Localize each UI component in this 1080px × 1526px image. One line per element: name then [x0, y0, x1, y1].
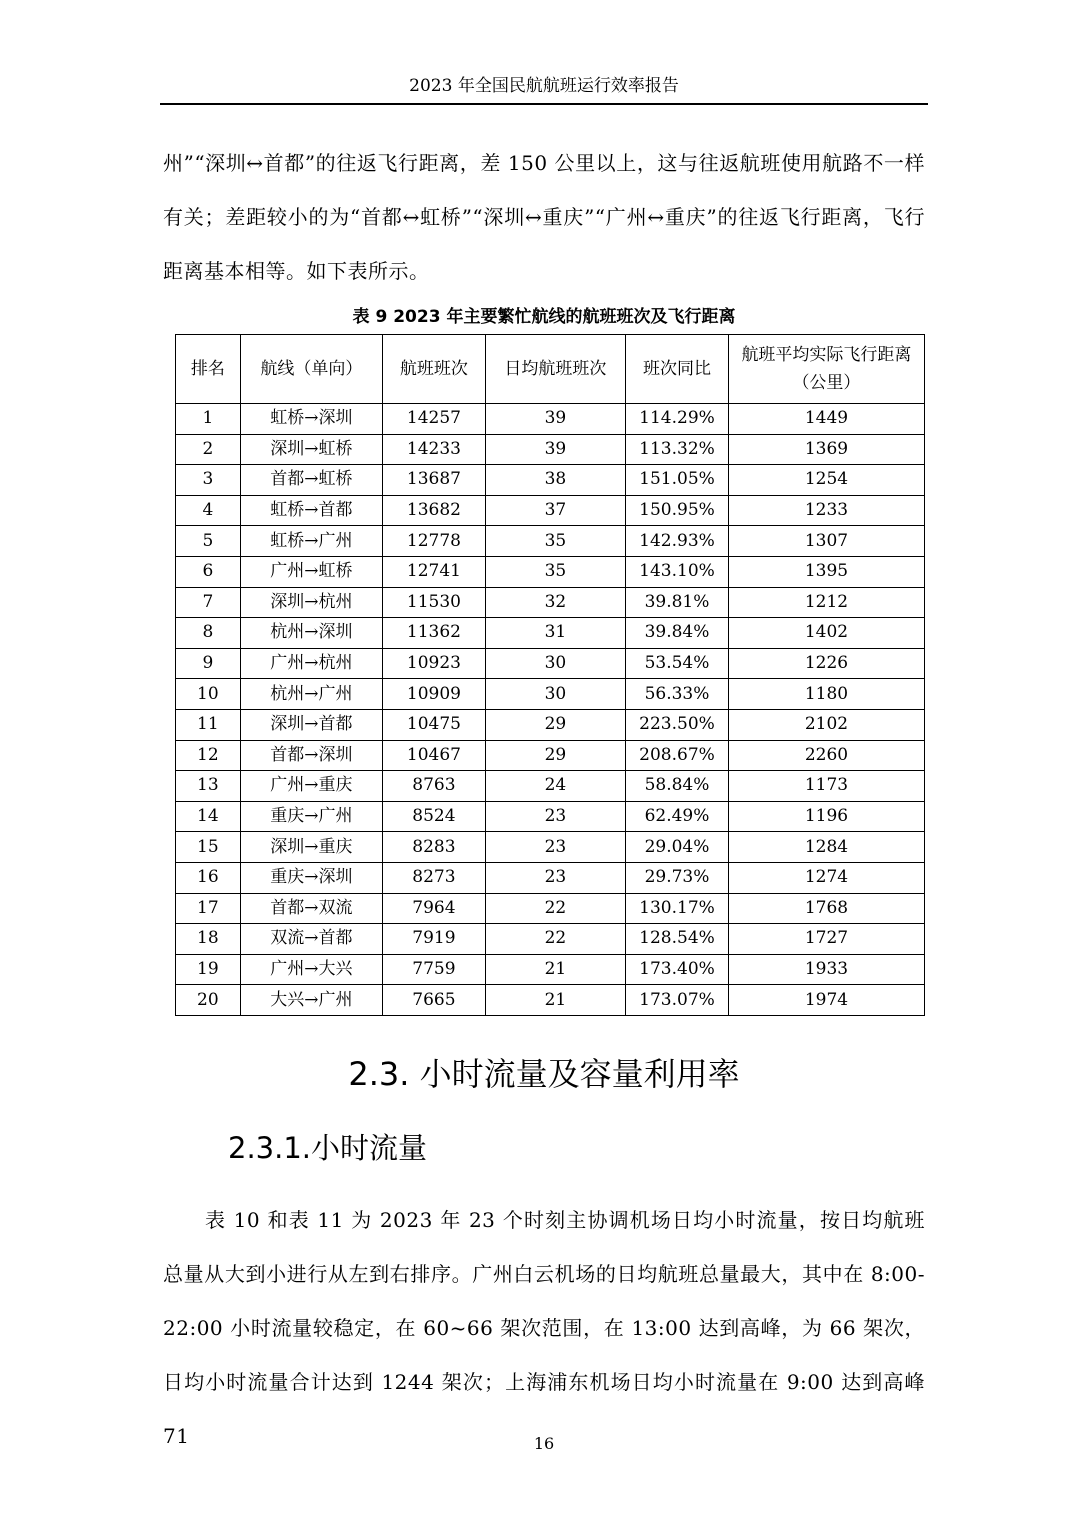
table-row [176, 465, 925, 496]
cell-rank: 6 [176, 556, 241, 587]
cell-flights: 8273 [383, 862, 486, 893]
cell-flights: 12741 [383, 556, 486, 587]
cell-daily-flights: 31 [485, 618, 625, 649]
cell-route: 虹桥→首都 [240, 495, 382, 526]
table-row [176, 893, 925, 924]
cell-rank: 16 [176, 862, 241, 893]
table-row [176, 740, 925, 771]
cell-flights: 13687 [383, 465, 486, 496]
cell-rank: 8 [176, 618, 241, 649]
table-row [176, 434, 925, 465]
cell-route: 首都→双流 [240, 893, 382, 924]
header-distance: 航班平均实际飞行距离（公里） [728, 335, 924, 404]
cell-yoy: 39.84% [626, 618, 729, 649]
cell-daily-flights: 23 [485, 801, 625, 832]
cell-daily-flights: 38 [485, 465, 625, 496]
table-row [176, 709, 925, 740]
table-row [176, 954, 925, 985]
table-row [176, 924, 925, 955]
paragraph-intro: 州”“深圳↔首都”的往返飞行距离，差 150 公里以上，这与往返航班使用航路不一样有关；差距较小的为“首都↔虹桥”“深圳↔重庆”“广州↔重庆”的往返飞行距离，飞行距离基本相等。如下表所示。 [163, 151, 925, 283]
cell-flights: 7919 [383, 924, 486, 955]
cell-distance: 1449 [728, 404, 924, 435]
cell-daily-flights: 35 [485, 526, 625, 557]
cell-daily-flights: 22 [485, 893, 625, 924]
cell-daily-flights: 30 [485, 648, 625, 679]
cell-distance: 1402 [728, 618, 924, 649]
cell-distance: 1173 [728, 771, 924, 802]
cell-route: 杭州→广州 [240, 679, 382, 710]
cell-daily-flights: 21 [485, 954, 625, 985]
header-daily-flights: 日均航班班次 [485, 335, 625, 404]
cell-daily-flights: 39 [485, 434, 625, 465]
header-rank: 排名 [176, 335, 241, 404]
cell-rank: 17 [176, 893, 241, 924]
cell-rank: 3 [176, 465, 241, 496]
cell-daily-flights: 22 [485, 924, 625, 955]
cell-route: 重庆→深圳 [240, 862, 382, 893]
cell-yoy: 223.50% [626, 709, 729, 740]
cell-flights: 7759 [383, 954, 486, 985]
cell-rank: 7 [176, 587, 241, 618]
cell-route: 虹桥→深圳 [240, 404, 382, 435]
cell-distance: 1768 [728, 893, 924, 924]
cell-distance: 1180 [728, 679, 924, 710]
cell-rank: 2 [176, 434, 241, 465]
cell-route: 虹桥→广州 [240, 526, 382, 557]
cell-rank: 20 [176, 985, 241, 1016]
cell-daily-flights: 23 [485, 832, 625, 863]
cell-daily-flights: 29 [485, 709, 625, 740]
cell-distance: 2260 [728, 740, 924, 771]
table-row [176, 801, 925, 832]
paragraph-hourly-flow: 表 10 和表 11 为 2023 年 23 个时刻主协调机场日均小时流量，按日均航班总量从大到小进行从左到右排序。广州白云机场的日均航班总量最大，其中在 8:00-22:00 小时流量较稳定，在 60~66 架次范围，在 13:00 达到高峰，为 66 架次，日均小时流量合计达到 1244 架次；上海浦东机场日均小时流量在 9:00 达到高峰 71 [163, 1208, 925, 1448]
table-row [176, 526, 925, 557]
cell-yoy: 150.95% [626, 495, 729, 526]
cell-rank: 4 [176, 495, 241, 526]
subsection-heading: 2.3.1.小时流量 [228, 1131, 428, 1165]
cell-route: 广州→大兴 [240, 954, 382, 985]
table-row [176, 618, 925, 649]
cell-yoy: 53.54% [626, 648, 729, 679]
section-heading: 2.3. 小时流量及容量利用率 [348, 1055, 740, 1093]
cell-flights: 11530 [383, 587, 486, 618]
cell-rank: 15 [176, 832, 241, 863]
cell-route: 广州→重庆 [240, 771, 382, 802]
cell-daily-flights: 24 [485, 771, 625, 802]
cell-yoy: 56.33% [626, 679, 729, 710]
cell-yoy: 128.54% [626, 924, 729, 955]
cell-yoy: 151.05% [626, 465, 729, 496]
cell-distance: 1196 [728, 801, 924, 832]
cell-yoy: 29.73% [626, 862, 729, 893]
cell-distance: 1369 [728, 434, 924, 465]
cell-distance: 1284 [728, 832, 924, 863]
cell-distance: 1212 [728, 587, 924, 618]
cell-route: 深圳→虹桥 [240, 434, 382, 465]
table-row [176, 587, 925, 618]
cell-daily-flights: 35 [485, 556, 625, 587]
table-header-row [176, 335, 925, 404]
cell-route: 深圳→首都 [240, 709, 382, 740]
table-row [176, 404, 925, 435]
cell-yoy: 113.32% [626, 434, 729, 465]
cell-distance: 1727 [728, 924, 924, 955]
cell-rank: 11 [176, 709, 241, 740]
cell-flights: 14257 [383, 404, 486, 435]
cell-daily-flights: 30 [485, 679, 625, 710]
cell-yoy: 114.29% [626, 404, 729, 435]
cell-yoy: 173.40% [626, 954, 729, 985]
cell-distance: 1933 [728, 954, 924, 985]
cell-flights: 8283 [383, 832, 486, 863]
cell-route: 深圳→杭州 [240, 587, 382, 618]
cell-distance: 2102 [728, 709, 924, 740]
cell-route: 双流→首都 [240, 924, 382, 955]
cell-yoy: 29.04% [626, 832, 729, 863]
cell-route: 首都→虹桥 [240, 465, 382, 496]
cell-rank: 13 [176, 771, 241, 802]
cell-distance: 1307 [728, 526, 924, 557]
routes-table [175, 334, 925, 1016]
cell-distance: 1233 [728, 495, 924, 526]
cell-flights: 10909 [383, 679, 486, 710]
table-row [176, 495, 925, 526]
cell-yoy: 143.10% [626, 556, 729, 587]
cell-daily-flights: 21 [485, 985, 625, 1016]
cell-route: 重庆→广州 [240, 801, 382, 832]
page-header: 2023 年全国民航航班运行效率报告 [409, 76, 679, 96]
table-row [176, 679, 925, 710]
cell-distance: 1254 [728, 465, 924, 496]
cell-flights: 10467 [383, 740, 486, 771]
table-row [176, 832, 925, 863]
cell-flights: 7964 [383, 893, 486, 924]
cell-daily-flights: 39 [485, 404, 625, 435]
cell-yoy: 58.84% [626, 771, 729, 802]
table-row [176, 862, 925, 893]
cell-yoy: 208.67% [626, 740, 729, 771]
cell-flights: 12778 [383, 526, 486, 557]
cell-rank: 19 [176, 954, 241, 985]
cell-flights: 14233 [383, 434, 486, 465]
cell-rank: 18 [176, 924, 241, 955]
cell-rank: 12 [176, 740, 241, 771]
table-row [176, 556, 925, 587]
cell-yoy: 173.07% [626, 985, 729, 1016]
cell-yoy: 39.81% [626, 587, 729, 618]
cell-route: 广州→虹桥 [240, 556, 382, 587]
cell-distance: 1974 [728, 985, 924, 1016]
table-row [176, 771, 925, 802]
header-route: 航线（单向） [240, 335, 382, 404]
cell-flights: 8524 [383, 801, 486, 832]
cell-yoy: 130.17% [626, 893, 729, 924]
cell-distance: 1274 [728, 862, 924, 893]
table-row [176, 648, 925, 679]
cell-flights: 13682 [383, 495, 486, 526]
cell-route: 广州→杭州 [240, 648, 382, 679]
cell-flights: 8763 [383, 771, 486, 802]
cell-daily-flights: 37 [485, 495, 625, 526]
cell-daily-flights: 29 [485, 740, 625, 771]
cell-flights: 10475 [383, 709, 486, 740]
cell-daily-flights: 32 [485, 587, 625, 618]
cell-daily-flights: 23 [485, 862, 625, 893]
cell-route: 杭州→深圳 [240, 618, 382, 649]
page-number: 16 [533, 1434, 555, 1453]
cell-rank: 1 [176, 404, 241, 435]
cell-rank: 9 [176, 648, 241, 679]
header-yoy: 班次同比 [626, 335, 729, 404]
table-row [176, 985, 925, 1016]
cell-flights: 10923 [383, 648, 486, 679]
cell-rank: 5 [176, 526, 241, 557]
cell-flights: 11362 [383, 618, 486, 649]
cell-route: 深圳→重庆 [240, 832, 382, 863]
header-rule [160, 103, 928, 105]
cell-rank: 10 [176, 679, 241, 710]
cell-rank: 14 [176, 801, 241, 832]
cell-distance: 1226 [728, 648, 924, 679]
cell-route: 首都→深圳 [240, 740, 382, 771]
header-flights: 航班班次 [383, 335, 486, 404]
table-body [176, 404, 925, 1016]
cell-yoy: 62.49% [626, 801, 729, 832]
cell-route: 大兴→广州 [240, 985, 382, 1016]
cell-yoy: 142.93% [626, 526, 729, 557]
table-caption: 表 9 2023 年主要繁忙航线的航班班次及飞行距离 [352, 307, 736, 327]
cell-flights: 7665 [383, 985, 486, 1016]
cell-distance: 1395 [728, 556, 924, 587]
